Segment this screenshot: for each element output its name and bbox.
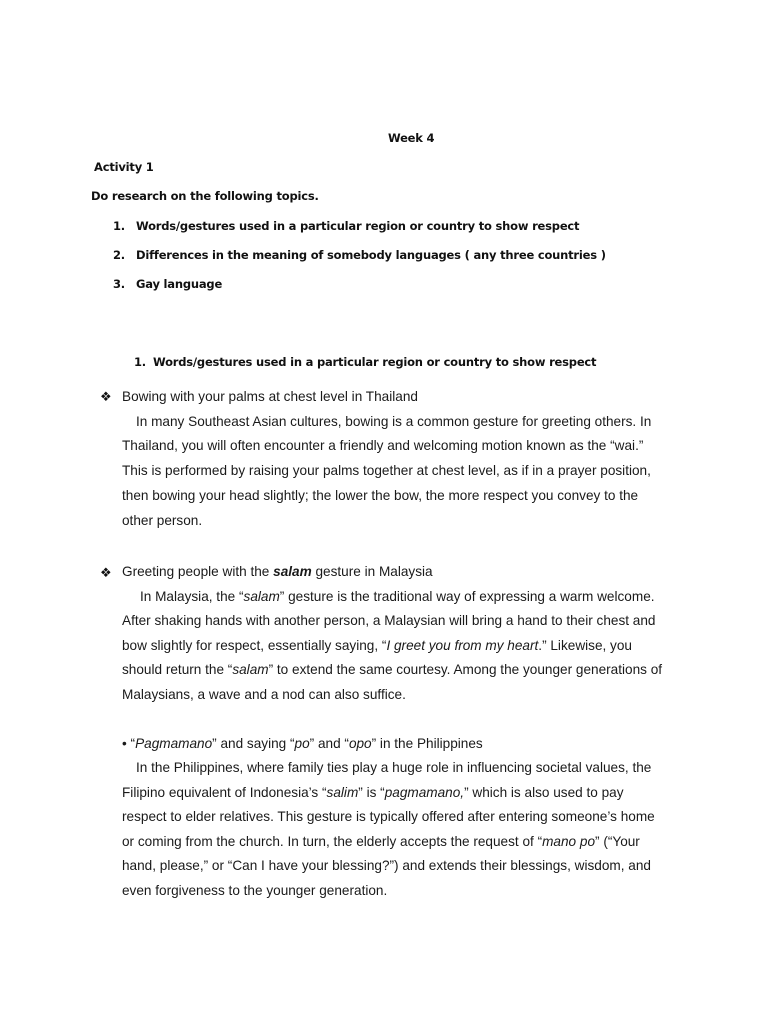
intro-text: Do research on the following topics. (91, 189, 319, 203)
malaysia-line: In Malaysia, the “salam” gesture is the traditional way of expressing a warm welcome. (140, 589, 655, 604)
topic-item: Gay language (136, 277, 223, 291)
topic-item: Differences in the meaning of somebody languages ( any three countries ) (136, 248, 606, 262)
philippines-line: respect to elder relatives. This gesture is typically offered after entering someone’s home (122, 809, 655, 824)
topic-number: 2. (113, 248, 125, 262)
malaysia-line: After shaking hands with another person, a Malaysian will bring a hand to their chest and (122, 613, 656, 628)
activity-heading: Activity 1 (94, 160, 154, 174)
philippines-line: or coming from the church. In turn, the elderly accepts the request of “mano po” (“Your (122, 834, 640, 849)
topic-number: 3. (113, 277, 125, 291)
thailand-line: In many Southeast Asian cultures, bowing is a common gesture for greeting others. In (136, 414, 652, 429)
section-number: 1. (134, 355, 146, 369)
philippines-line: Filipino equivalent of Indonesia’s “salim” is “pagmamano,” which is also used to pay (122, 785, 624, 800)
malaysia-heading: Greeting people with the salam gesture in Malaysia (122, 564, 433, 579)
topic-number: 1. (113, 219, 125, 233)
malaysia-line: should return the “salam” to extend the same courtesy. Among the younger generations of (122, 662, 663, 677)
malaysia-line: Malaysians, a wave and a nod can also suffice. (122, 687, 406, 702)
philippines-line: hand, please,” or “Can I have your blessing?”) and extends their blessings, wisdom, and (122, 858, 651, 873)
section-heading: Words/gestures used in a particular region or country to show respect (153, 355, 597, 369)
philippines-line: In the Philippines, where family ties play a huge role in influencing societal values, the (136, 760, 652, 775)
thailand-line: Thailand, you will often encounter a friendly and welcoming motion known as the “wai.” (122, 438, 644, 453)
malaysia-line: bow slightly for respect, essentially saying, “I greet you from my heart.” Likewise, you (122, 638, 632, 653)
thailand-heading: Bowing with your palms at chest level in Thailand (122, 389, 418, 404)
thailand-line: other person. (122, 513, 203, 528)
page-title: Week 4 (388, 131, 435, 145)
topic-item: Words/gestures used in a particular region or country to show respect (136, 219, 580, 233)
diamond-bullet-icon: ❖ (100, 565, 112, 580)
philippines-line: even forgiveness to the younger generation. (122, 883, 388, 898)
thailand-line: This is performed by raising your palms together at chest level, as if in a prayer position, (122, 463, 651, 478)
diamond-bullet-icon: ❖ (100, 389, 112, 404)
thailand-line: then bowing your head slightly; the lower the bow, the more respect you convey to the (122, 488, 639, 503)
philippines-heading: • “Pagmamano” and saying “po” and “opo” in the Philippines (122, 736, 483, 751)
